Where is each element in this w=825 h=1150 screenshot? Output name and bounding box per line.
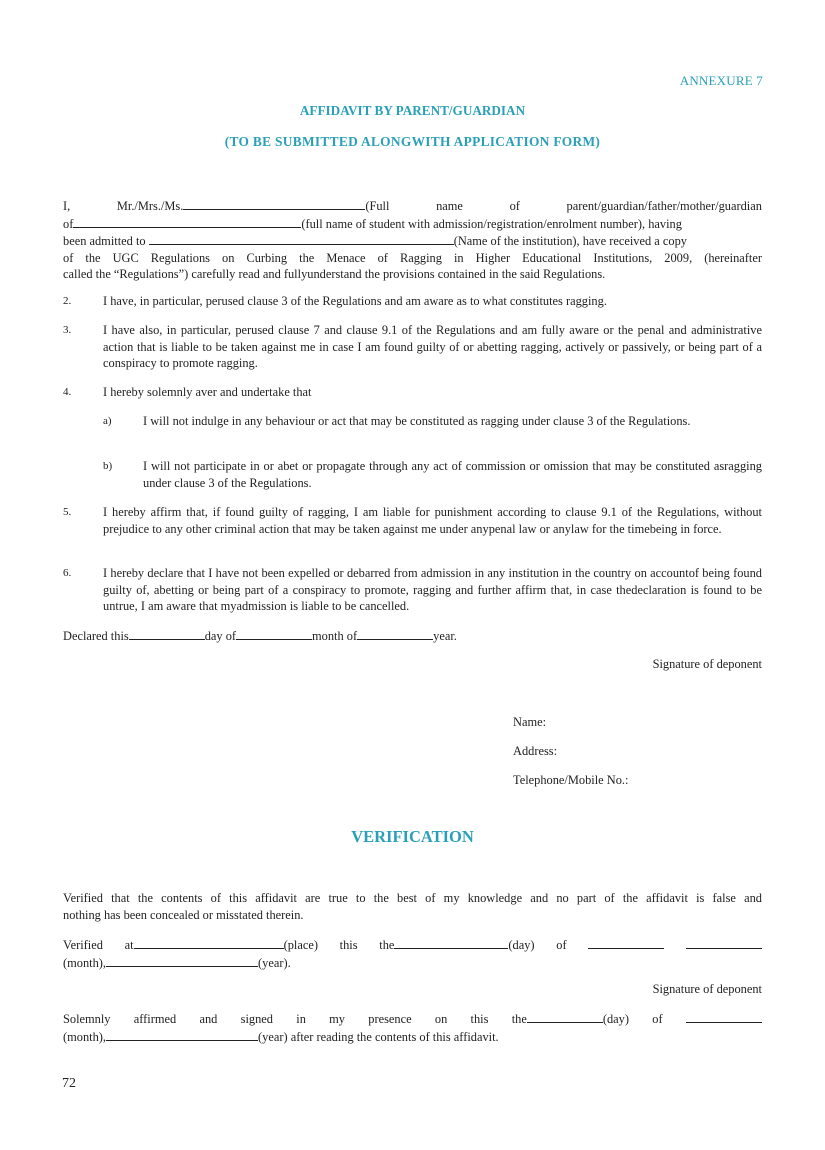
verification-line-1: Verified that the contents of this affidavit are true to the best of my knowledge and no part of the affidavit is false and (63, 891, 762, 905)
affirmed-word: and (199, 1012, 218, 1026)
signature-deponent: Signature of deponent (652, 657, 762, 671)
verification-line-2: nothing has been concealed or misstated therein. (63, 907, 304, 922)
verified-day-group (379, 936, 534, 954)
intro-relation: parent/guardian/father/mother/guardian (566, 199, 762, 213)
item-number: 5. (63, 506, 72, 518)
affirmed-word: this (470, 1012, 489, 1026)
contact-address-label: Address: (513, 744, 558, 758)
affirmed-line-1 (63, 1010, 762, 1028)
intro-salutation-group (117, 197, 390, 215)
verified-year-text: (year). (258, 955, 291, 970)
item-number: 6. (63, 567, 72, 579)
intro-i: I, (63, 199, 71, 213)
affirmed-word: my (329, 1012, 345, 1026)
affirmed-word: affirmed (133, 1012, 177, 1026)
affirmed-day-text: (day) (602, 1012, 629, 1026)
affirmed-block (63, 1010, 762, 1045)
intro-student-text: (full name of student with admission/registration/enrolment number), having (301, 216, 682, 231)
contact-phone-label: Telephone/Mobile No.: (513, 773, 629, 787)
verified-line-1 (63, 936, 762, 954)
affirmed-word: presence (368, 1012, 412, 1026)
verified-line-2 (63, 954, 762, 972)
declared-line (63, 627, 457, 645)
declared-month-text: month of (312, 629, 358, 643)
item-text: I have also, in particular, perused clause 7 and clause 9.1 of the Regulations and am fully aware or the penal and administrative action that is liable to be taken against me in case I am found guilty of or abetting ragging, actively or passively, or being part of a conspiracy to promote ragging. (103, 323, 762, 370)
declared-year-text: year. (433, 629, 457, 643)
verified-month-blank-2[interactable] (686, 936, 762, 949)
verification-paragraph (63, 890, 762, 923)
affirmed-word: in (296, 1012, 306, 1026)
subitem-number: b) (103, 460, 113, 472)
affirmed-day-blank[interactable] (527, 1010, 603, 1023)
intro-full: (Full (365, 199, 390, 213)
affirmed-word: Solemnly (63, 1012, 111, 1026)
page-title: AFFIDAVIT BY PARENT/GUARDIAN (299, 103, 526, 118)
declared-year-blank[interactable] (357, 627, 433, 640)
affirmed-word: on (434, 1012, 448, 1026)
verification-title: VERIFICATION (351, 827, 474, 846)
affirmed-of: of (652, 1012, 663, 1026)
intro-of-2: of (63, 216, 74, 231)
item-text: I hereby affirm that, if found guilty of ragging, I am liable for punishment according to clause 9.1 of the Regulations, without prejudice to any other criminal action that may be taken against me under anypenal law or anylaw for the timebeing in force. (103, 505, 762, 536)
item-number: 4. (63, 386, 72, 398)
signature-deponent-2: Signature of deponent (652, 982, 762, 996)
intro-of: of (509, 199, 520, 213)
verified-this: this (339, 938, 358, 952)
page-subtitle: (TO BE SUBMITTED ALONGWITH APPLICATION FORM) (224, 134, 601, 149)
affirmed-year-blank[interactable] (106, 1028, 258, 1041)
declared-month-blank[interactable] (236, 627, 312, 640)
affirmed-line-2 (63, 1028, 762, 1046)
item-text: I hereby solemnly aver and undertake that (103, 385, 312, 399)
affirmed-word: signed (240, 1012, 273, 1026)
intro-line-5: called the “Regulations”) carefully read and fullyunderstand the provisions contained in the said Regulations. (63, 267, 606, 281)
parent-name-blank[interactable] (183, 197, 365, 210)
verified-day-blank[interactable] (394, 936, 508, 949)
subitem-number: a) (103, 415, 112, 427)
verified-day-text: (day) (508, 938, 535, 952)
verified-text: Verified (63, 938, 103, 952)
verified-year-blank[interactable] (106, 954, 258, 967)
intro-name: name (436, 199, 463, 213)
item-text: I have, in particular, perused clause 3 of the Regulations and am aware as to what constitutes ragging. (103, 294, 607, 308)
student-name-blank[interactable] (73, 215, 301, 228)
verified-at: at (124, 938, 134, 952)
subitem-text: I will not participate in or abet or propagate through any act of commission or omission that may be constituted asragging under clause 3 of the Regulations. (143, 459, 762, 490)
institution-name-blank[interactable] (149, 232, 454, 245)
affirmed-month-text: (month), (63, 1029, 107, 1044)
verified-block (63, 936, 762, 971)
contact-name-label: Name: (513, 715, 547, 729)
intro-admitted-text: been admitted to (63, 234, 146, 248)
subitem-text: I will not indulge in any behaviour or act that may be constituted as ragging under clause 3 of the Regulations. (143, 414, 691, 428)
intro-line-3 (63, 232, 762, 250)
verified-the: the (379, 938, 395, 952)
declared-day-text: day of (204, 629, 237, 643)
intro-institution-text: (Name of the institution), have received a copy (453, 234, 687, 248)
item-number: 3. (63, 324, 72, 336)
intro-salutation: Mr./Mrs./Ms. (116, 199, 184, 213)
item-number: 2. (63, 295, 72, 307)
verified-place-group (125, 936, 318, 954)
item-text: I hereby declare that I have not been expelled or debarred from admission in any institution in the country on accountof being found guilty of, abetting or being part of a conspiracy to promote, ragging and further affirm that, in case thedeclaration is found to be untrue, I am aware that myadmission is liable to be cancelled. (103, 566, 762, 613)
intro-line-2 (63, 215, 762, 233)
affirmed-the: the (511, 1012, 527, 1026)
page-number: 72 (62, 1076, 76, 1091)
affirmed-day-group (512, 1010, 629, 1028)
intro-line-4: of the UGC Regulations on Curbing the Menace of Ragging in Higher Educational Institutions, 2009, (hereinafter (63, 250, 762, 265)
declared-text: Declared this (63, 629, 129, 643)
declared-day-blank[interactable] (129, 627, 205, 640)
intro-paragraph (63, 197, 762, 283)
verified-of: of (556, 938, 567, 952)
verified-place-text: (place) (283, 938, 318, 952)
affirmed-rest-text: (year) after reading the contents of this affidavit. (258, 1029, 499, 1044)
verified-month-text: (month), (63, 955, 107, 970)
verified-place-blank[interactable] (134, 936, 284, 949)
affirmed-month-blank[interactable] (686, 1010, 762, 1023)
intro-line-1 (63, 197, 762, 215)
verified-month-blank[interactable] (588, 936, 664, 949)
annexure-label: ANNEXURE 7 (679, 73, 763, 88)
